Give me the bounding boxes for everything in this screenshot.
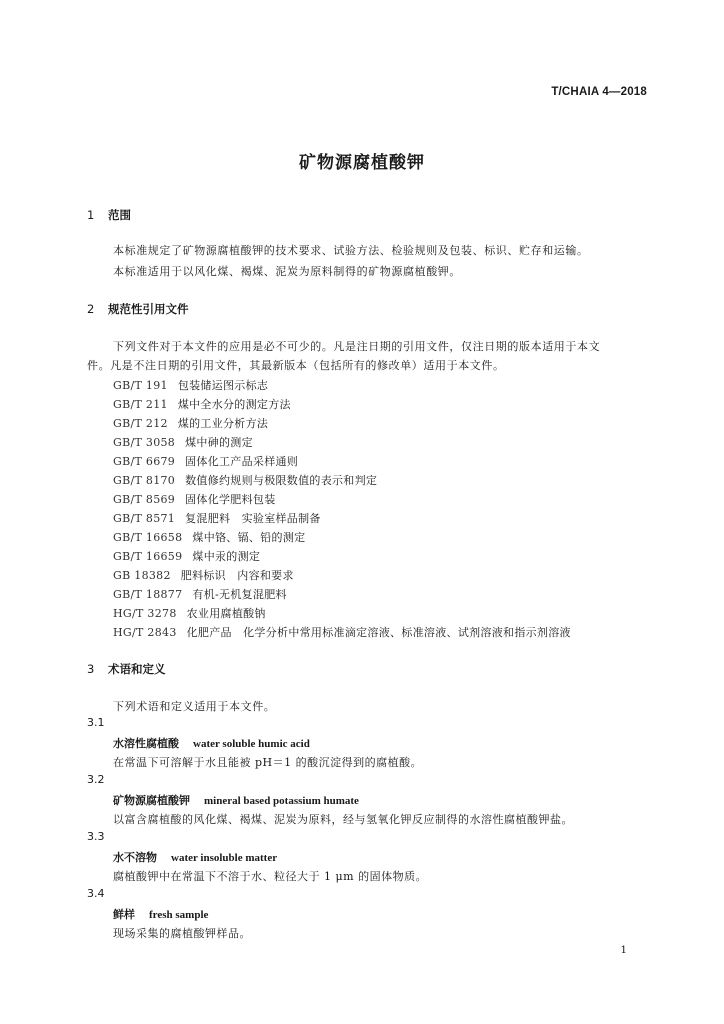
reference-item (113, 415, 268, 431)
reference-code: GB/T 211 (113, 398, 168, 411)
reference-item (113, 624, 571, 640)
term-definition: 腐植酸钾中在常温下不溶于水、粒径大于 1 μm 的固体物质。 (113, 870, 428, 883)
clause-number: 3.4 (87, 887, 105, 900)
reference-item (113, 567, 294, 583)
term-heading (113, 792, 359, 808)
clause-number: 3.2 (87, 773, 105, 786)
reference-item (113, 453, 298, 469)
reference-item (113, 434, 253, 450)
reference-title: 固体化工产品采样通则 (185, 455, 299, 468)
reference-title: 煤中铬、镉、铅的测定 (192, 531, 306, 544)
section-title: 规范性引用文件 (108, 302, 189, 316)
reference-item (113, 491, 276, 507)
reference-title: 农业用腐植酸钠 (186, 607, 266, 620)
reference-item (113, 472, 377, 488)
section-title: 范围 (108, 208, 131, 222)
reference-code: HG/T 2843 (113, 626, 177, 639)
term-en: fresh sample (149, 909, 209, 921)
reference-code: GB/T 212 (113, 417, 168, 430)
reference-title: 包装储运图示标志 (177, 379, 269, 392)
term-zh: 水不溶物 (113, 851, 157, 864)
reference-code: GB/T 3058 (113, 436, 176, 449)
reference-item (113, 586, 287, 602)
reference-code: GB/T 8569 (113, 493, 176, 506)
reference-title: 煤中全水分的测定方法 (177, 398, 291, 411)
scope-paragraph: 本标准适用于以风化煤、褐煤、泥炭为原料制得的矿物源腐植酸钾。 (113, 265, 461, 278)
references-intro: 件。凡是不注日期的引用文件，其最新版本（包括所有的修改单）适用于本文件。 (87, 359, 505, 372)
section-number: 3 (87, 662, 95, 676)
term-heading (113, 735, 310, 751)
reference-code: GB/T 16659 (113, 550, 183, 563)
reference-code: GB/T 191 (113, 379, 168, 392)
reference-item (113, 548, 260, 564)
reference-title: 复混肥料 实验室样品制备 (185, 512, 321, 525)
term-heading (113, 849, 277, 865)
references-intro: 下列文件对于本文件的应用是必不可少的。凡是注日期的引用文件，仅注日期的版本适用于本文 (113, 340, 601, 353)
reference-title: 煤中汞的测定 (192, 550, 261, 563)
term-definition: 以富含腐植酸的风化煤、褐煤、泥炭为原料，经与氢氧化钾反应制得的水溶性腐植酸钾盐。 (113, 813, 573, 826)
section-number: 1 (87, 208, 95, 222)
reference-title: 肥料标识 内容和要求 (180, 569, 294, 582)
document-title: 矿物源腐植酸钾 (299, 153, 425, 173)
reference-item (113, 396, 291, 412)
reference-title: 煤的工业分析方法 (177, 417, 269, 430)
term-definition: 现场采集的腐植酸钾样品。 (113, 927, 251, 940)
term-heading (113, 906, 208, 922)
clause-number: 3.3 (87, 830, 105, 843)
standard-code: T/CHAIA 4—2018 (551, 86, 647, 98)
section-title: 术语和定义 (108, 662, 166, 676)
reference-code: GB/T 8170 (113, 474, 176, 487)
reference-code: GB/T 16658 (113, 531, 183, 544)
reference-title: 固体化学肥料包装 (185, 493, 276, 506)
term-en: mineral based potassium humate (204, 795, 359, 807)
section-3-heading (87, 661, 166, 677)
term-zh: 水溶性腐植酸 (113, 737, 179, 750)
reference-title: 有机-无机复混肥料 (192, 588, 287, 601)
terms-intro: 下列术语和定义适用于本文件。 (113, 700, 276, 713)
reference-title: 化肥产品 化学分析中常用标准滴定溶液、标准溶液、试剂溶液和指示剂溶液 (186, 626, 571, 639)
reference-code: GB/T 18877 (113, 588, 183, 601)
section-number: 2 (87, 302, 95, 316)
reference-item (113, 510, 321, 526)
reference-code: GB/T 6679 (113, 455, 176, 468)
reference-item (113, 529, 305, 545)
reference-code: GB/T 8571 (113, 512, 176, 525)
reference-code: HG/T 3278 (113, 607, 177, 620)
term-zh: 矿物源腐植酸钾 (113, 794, 190, 807)
page-number: 1 (620, 944, 627, 956)
reference-item (113, 377, 268, 393)
term-en: water soluble humic acid (193, 738, 310, 750)
scope-paragraph: 本标准规定了矿物源腐植酸钾的技术要求、试验方法、检验规则及包装、标识、贮存和运输。 (113, 244, 589, 257)
term-definition: 在常温下可溶解于水且能被 pH＝1 的酸沉淀得到的腐植酸。 (113, 756, 423, 769)
section-2-heading (87, 301, 189, 317)
reference-item (113, 605, 266, 621)
reference-title: 煤中砷的测定 (185, 436, 253, 449)
term-en: water insoluble matter (171, 852, 278, 864)
section-1-heading (87, 207, 131, 223)
reference-code: GB 18382 (113, 569, 171, 582)
term-zh: 鲜样 (113, 908, 135, 921)
reference-title: 数值修约规则与极限数值的表示和判定 (185, 474, 378, 487)
clause-number: 3.1 (87, 716, 105, 729)
